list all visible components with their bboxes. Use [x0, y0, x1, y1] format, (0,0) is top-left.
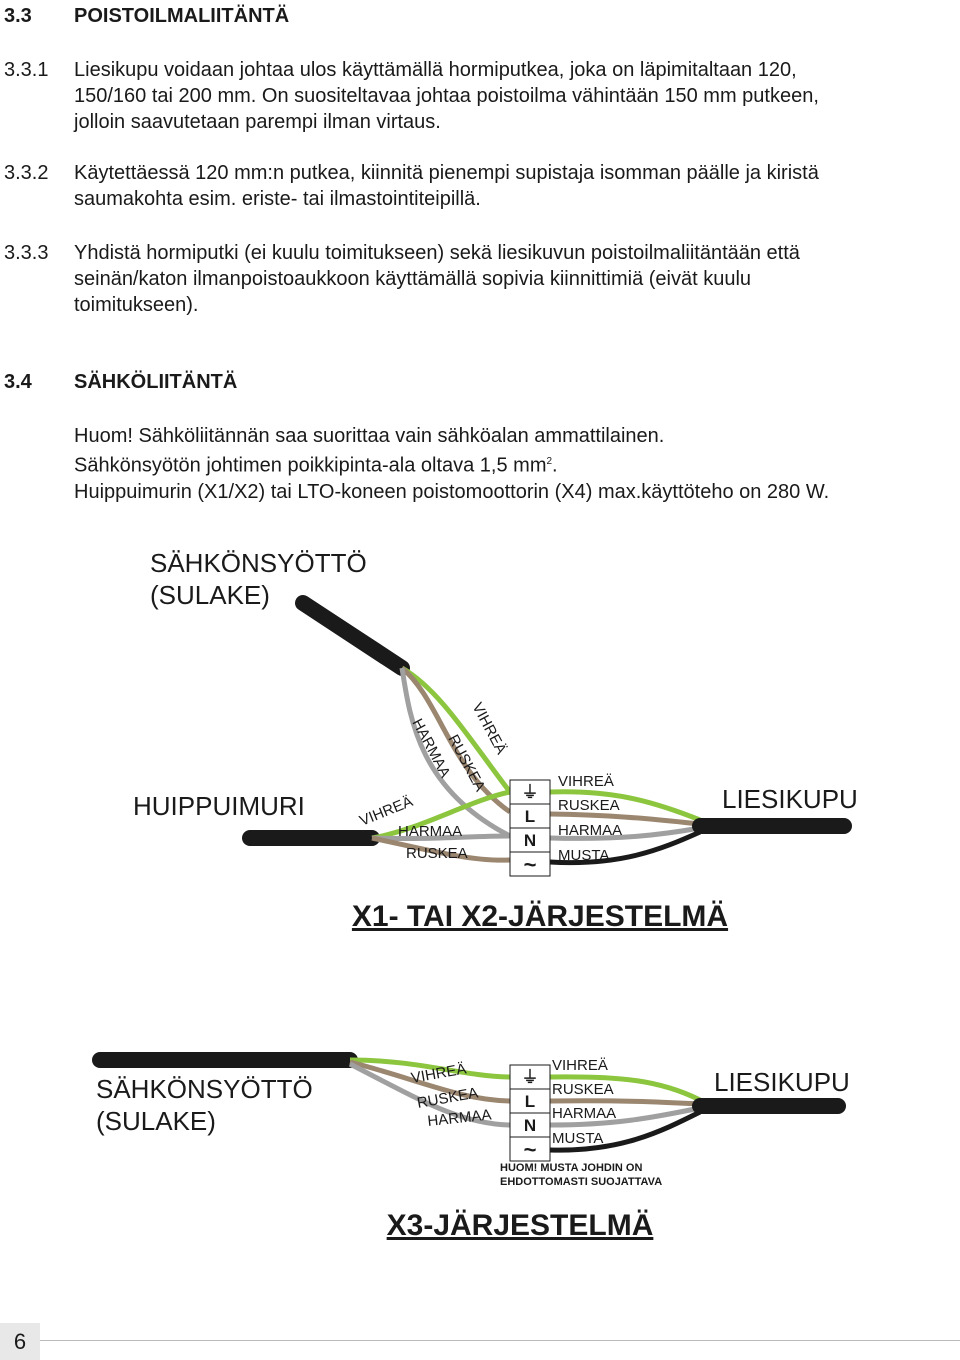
text-line: 150/160 tai 200 mm. On suositeltavaa johtaa poistoilma vähintään 150 mm putkeen, — [74, 85, 819, 107]
wire-label: RUSKEA — [415, 1084, 480, 1112]
item-number: 3.3.2 — [4, 162, 49, 184]
text-line: Huom! Sähköliitännän saa suorittaa vain sähköalan ammattilainen. — [74, 425, 665, 447]
ground-icon: ⏚ — [521, 783, 539, 802]
wire-label: HARMAA — [408, 715, 454, 781]
hood-label: LIESIKUPU — [722, 784, 858, 814]
wire-label: VIHREÄ — [552, 1057, 608, 1074]
text-line: seinän/katon ilmanpoistoaukkoon käyttämällä sopivia kiinnittimiä (eivät kuulu — [74, 268, 752, 290]
diagram-x3 — [96, 1057, 850, 1242]
section-number: 3.3 — [4, 5, 32, 27]
text-line: Huippuimurin (X1/X2) tai LTO-koneen poistomoottorin (X4) max.käyttöteho on 280 W. — [74, 480, 830, 503]
terminal-label: ~ — [523, 1137, 537, 1162]
item-number: 3.3.1 — [4, 59, 49, 81]
wire-label: RUSKEA — [558, 797, 620, 814]
text-line: saumakohta esim. eriste- tai ilmastointiteipillä. — [74, 188, 481, 210]
wire-label: VIHREÄ — [558, 773, 614, 790]
wire-brown — [550, 1101, 700, 1104]
diagram-title: X1- TAI X2-JÄRJESTELMÄ — [351, 900, 729, 933]
text-span: Sähkönsyötön johtimen poikkipinta-ala oltava 1,5 mm — [74, 454, 547, 477]
supply-label: (SULAKE) — [150, 580, 270, 610]
fan-label: HUIPPUIMURI — [133, 791, 305, 821]
page-number: 6 — [0, 1323, 40, 1360]
warning-note: EHDOTTOMASTI SUOJATTAVA — [500, 1176, 663, 1188]
terminal-block — [510, 1065, 550, 1162]
warning-note: HUOM! MUSTA JOHDIN ON — [500, 1162, 643, 1174]
terminal-label: L — [524, 807, 536, 826]
diagram-title: X3-JÄRJESTELMÄ — [386, 1209, 654, 1242]
supply-label: (SULAKE) — [96, 1106, 216, 1136]
section-title: SÄHKÖLIITÄNTÄ — [74, 371, 238, 393]
wire-label: VIHREÄ — [468, 699, 510, 758]
wire-label: MUSTA — [558, 847, 610, 864]
supply-label: SÄHKÖNSYÖTTÖ — [150, 548, 367, 578]
text-span: . — [552, 454, 558, 477]
text-line: Käytettäessä 120 mm:n putkea, kiinnitä pienempi supistaja isomman päälle ja kiristä — [74, 162, 819, 184]
supply-cable — [303, 603, 402, 668]
diagram-x1-x2 — [133, 548, 858, 933]
wire-label: MUSTA — [552, 1130, 604, 1147]
hood-label: LIESIKUPU — [714, 1067, 850, 1097]
wire-label: RUSKEA — [406, 845, 468, 862]
supply-label: SÄHKÖNSYÖTTÖ — [96, 1074, 313, 1104]
section-title: POISTOILMALIITÄNTÄ — [74, 5, 290, 27]
wire-label: VIHREÄ — [409, 1060, 468, 1087]
footer-line — [40, 1340, 960, 1341]
wire-label: HARMAA — [558, 822, 623, 839]
wire-label: RUSKEA — [552, 1081, 614, 1098]
superscript: 2 — [546, 456, 553, 467]
terminal-label: L — [524, 1092, 536, 1111]
terminal-label: N — [523, 1116, 537, 1135]
section-number: 3.4 — [4, 371, 32, 393]
wire-label: HARMAA — [426, 1106, 493, 1130]
ground-icon: ⏚ — [521, 1068, 539, 1087]
terminal-label: N — [523, 831, 537, 850]
terminal-label: ~ — [523, 852, 537, 877]
terminal-block — [510, 780, 550, 877]
text-line: jolloin saavutetaan parempi ilman virtaus. — [74, 111, 441, 133]
text-line: toimitukseen). — [74, 294, 199, 316]
wire-label: HARMAA — [398, 823, 463, 840]
wire-label: RUSKEA — [444, 731, 489, 795]
text-line: Yhdistä hormiputki (ei kuulu toimitukseen) sekä liesikuvun poistoilmaliitäntään että — [74, 242, 800, 264]
text-line: Liesikupu voidaan johtaa ulos käyttämällä hormiputkea, joka on läpimitaltaan 120, — [74, 59, 797, 81]
wire-label: HARMAA — [552, 1105, 617, 1122]
item-number: 3.3.3 — [4, 242, 49, 264]
wire-label: VIHREÄ — [357, 793, 416, 830]
